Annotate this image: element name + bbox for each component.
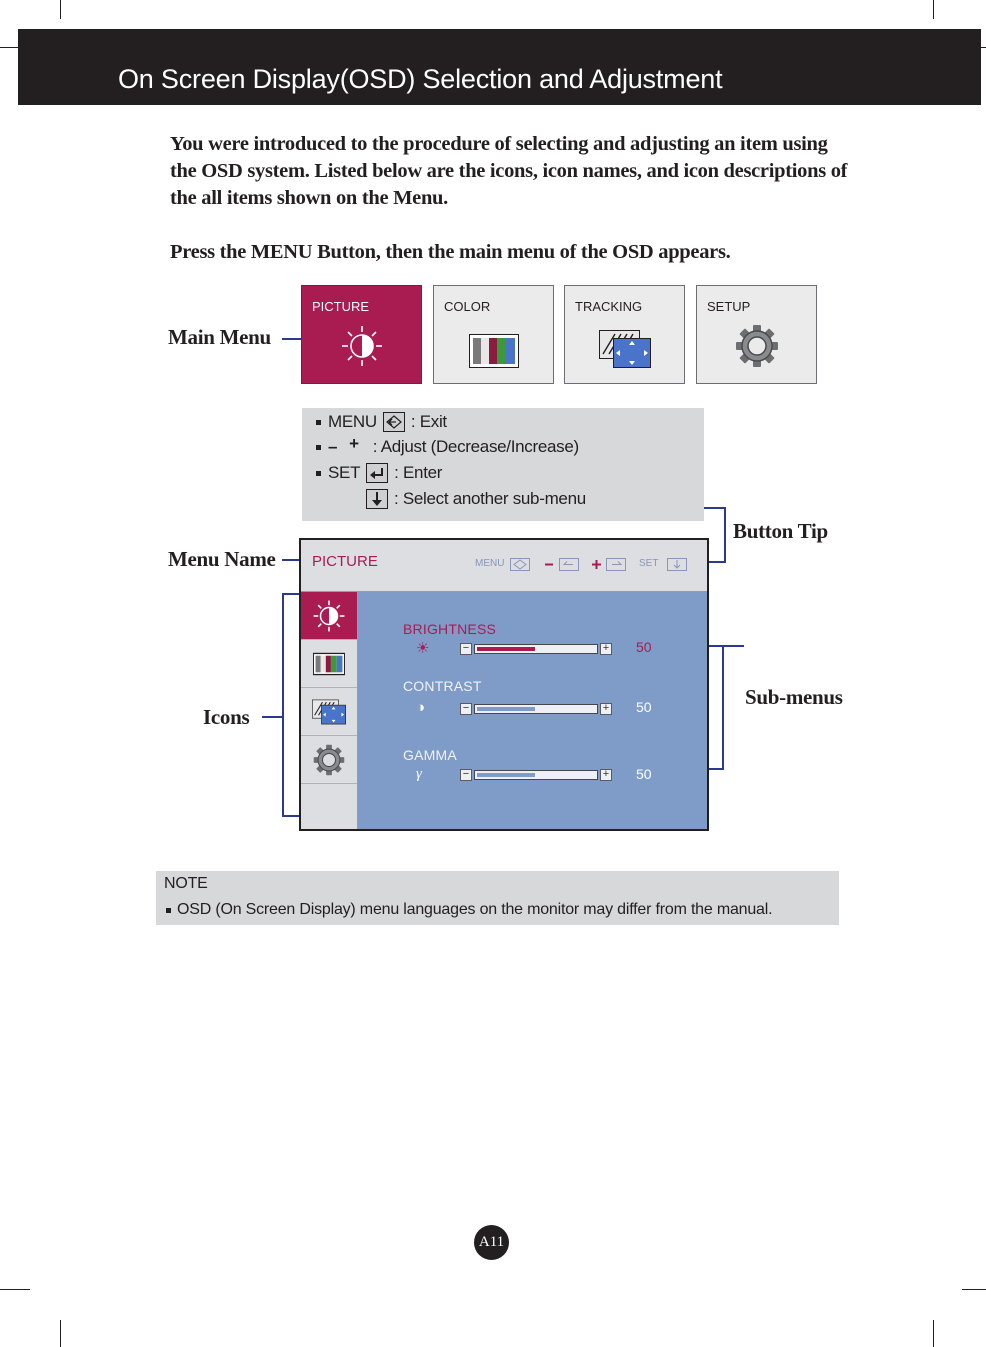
set-key-label: SET xyxy=(328,463,361,482)
slider-fill xyxy=(477,707,535,711)
gear-icon xyxy=(735,324,779,373)
gear-icon xyxy=(313,744,345,776)
note-text: OSD (On Screen Display) menu languages on the monitor may differ from the manual. xyxy=(177,901,773,918)
exit-icon xyxy=(383,412,405,432)
intro-instruction: Press the MENU Button, then the main menu of the OSD appears. xyxy=(170,241,731,263)
decrease-button[interactable]: − xyxy=(460,643,472,655)
osd-icon-setup[interactable] xyxy=(301,736,357,784)
increase-button[interactable]: + xyxy=(600,769,612,781)
osd-icon-column xyxy=(301,592,358,829)
crop-mark xyxy=(0,1289,30,1290)
set-key-desc: : Enter xyxy=(394,463,443,482)
submenu-value: 50 xyxy=(636,639,652,655)
page-number: A11 xyxy=(474,1225,509,1260)
label-main-menu: Main Menu xyxy=(168,325,271,349)
leader-line xyxy=(282,815,300,817)
bullet xyxy=(316,420,321,425)
plus-key: + xyxy=(349,434,359,453)
leader-line xyxy=(282,593,284,817)
tip-row-adjust xyxy=(316,434,579,457)
slider-fill xyxy=(477,773,535,777)
leader-line xyxy=(722,645,724,770)
leader-line xyxy=(709,768,724,770)
contrast-icon: ◑ xyxy=(416,699,426,716)
osd-window xyxy=(299,538,709,831)
gamma-slider[interactable] xyxy=(474,770,598,780)
bullet xyxy=(316,471,321,476)
crop-mark xyxy=(60,1320,61,1347)
leader-line xyxy=(282,593,300,595)
increase-button[interactable]: + xyxy=(600,703,612,715)
increase-button[interactable]: + xyxy=(600,643,612,655)
enter-icon xyxy=(366,463,388,483)
brightness-slider[interactable] xyxy=(474,644,598,654)
tip-row-set xyxy=(316,463,442,483)
label-sub-menus: Sub-menus xyxy=(745,685,843,709)
crop-mark xyxy=(962,1289,986,1290)
menu-key-label: MENU xyxy=(328,412,377,431)
intro-paragraph: You were introduced to the procedure of selecting and adjusting an item using the OSD system. Listed below are the icons, icon names, and icon descriptions of the all items shown on the Menu. xyxy=(170,133,848,209)
tip-row-down xyxy=(360,489,586,509)
main-menu-setup[interactable] xyxy=(696,285,817,384)
submenu-label: GAMMA xyxy=(403,747,457,763)
adjust-desc: : Adjust (Decrease/Increase) xyxy=(372,437,579,456)
leader-line xyxy=(704,507,726,509)
decrease-button[interactable]: − xyxy=(460,769,472,781)
sun-icon: ☀ xyxy=(416,640,430,657)
minus-icon xyxy=(545,558,579,576)
color-bars-icon xyxy=(469,334,519,373)
intro-text xyxy=(170,131,850,266)
submenu-value: 50 xyxy=(636,766,652,782)
label-menu-name: Menu Name xyxy=(168,547,276,571)
main-menu-tracking[interactable] xyxy=(564,285,685,384)
slider-fill xyxy=(477,647,535,651)
brightness-icon xyxy=(340,324,384,373)
crop-mark xyxy=(933,0,934,19)
main-menu-label: TRACKING xyxy=(575,299,643,314)
leader-line xyxy=(262,716,284,718)
brightness-icon xyxy=(312,599,346,633)
submenu-label: CONTRAST xyxy=(403,678,482,694)
bullet xyxy=(316,445,321,450)
leader-line xyxy=(709,561,726,563)
main-menu-label: SETUP xyxy=(707,299,751,314)
osd-tip-set: SET xyxy=(639,558,659,569)
contrast-slider[interactable] xyxy=(474,704,598,714)
note-item xyxy=(166,901,772,919)
crop-mark xyxy=(60,0,61,19)
osd-icon-picture[interactable] xyxy=(301,592,357,640)
main-menu-picture[interactable] xyxy=(301,285,422,384)
page-title: On Screen Display(OSD) Selection and Adjustment xyxy=(118,64,723,94)
button-tip-panel xyxy=(302,408,704,521)
label-icons: Icons xyxy=(203,705,250,729)
leader-line xyxy=(282,559,299,561)
crop-mark xyxy=(933,1320,934,1347)
label-button-tip: Button Tip xyxy=(733,519,828,543)
note-box xyxy=(156,871,839,925)
decrease-button[interactable]: − xyxy=(460,703,472,715)
osd-icon-color[interactable] xyxy=(301,640,357,688)
down-arrow-icon xyxy=(667,558,687,576)
submenu-value: 50 xyxy=(636,699,652,715)
leader-line xyxy=(709,645,724,647)
color-bars-icon xyxy=(313,652,345,676)
plus-icon xyxy=(592,558,626,576)
main-menu-color[interactable] xyxy=(433,285,554,384)
tracking-icon xyxy=(312,699,346,725)
main-menu-label: PICTURE xyxy=(312,299,370,314)
exit-icon xyxy=(510,558,530,576)
submenu-label: BRIGHTNESS xyxy=(403,621,497,637)
leader-line xyxy=(724,645,744,647)
gamma-icon: γ xyxy=(416,766,422,782)
osd-menu-name: PICTURE xyxy=(312,553,378,570)
leader-line xyxy=(724,507,726,563)
osd-tip-menu: MENU xyxy=(475,558,505,569)
menu-key-desc: : Exit xyxy=(410,412,447,431)
down-arrow-icon xyxy=(366,489,388,509)
main-menu-label: COLOR xyxy=(444,299,491,314)
tracking-icon xyxy=(599,330,651,373)
leader-line xyxy=(282,338,301,340)
osd-submenu-panel xyxy=(358,592,707,829)
down-desc: : Select another sub-menu xyxy=(394,489,586,508)
tip-row-menu xyxy=(316,412,447,432)
minus-key: – xyxy=(328,437,338,456)
bullet xyxy=(166,908,171,913)
osd-icon-tracking[interactable] xyxy=(301,688,357,736)
note-title: NOTE xyxy=(164,875,208,892)
osd-header xyxy=(301,540,707,592)
